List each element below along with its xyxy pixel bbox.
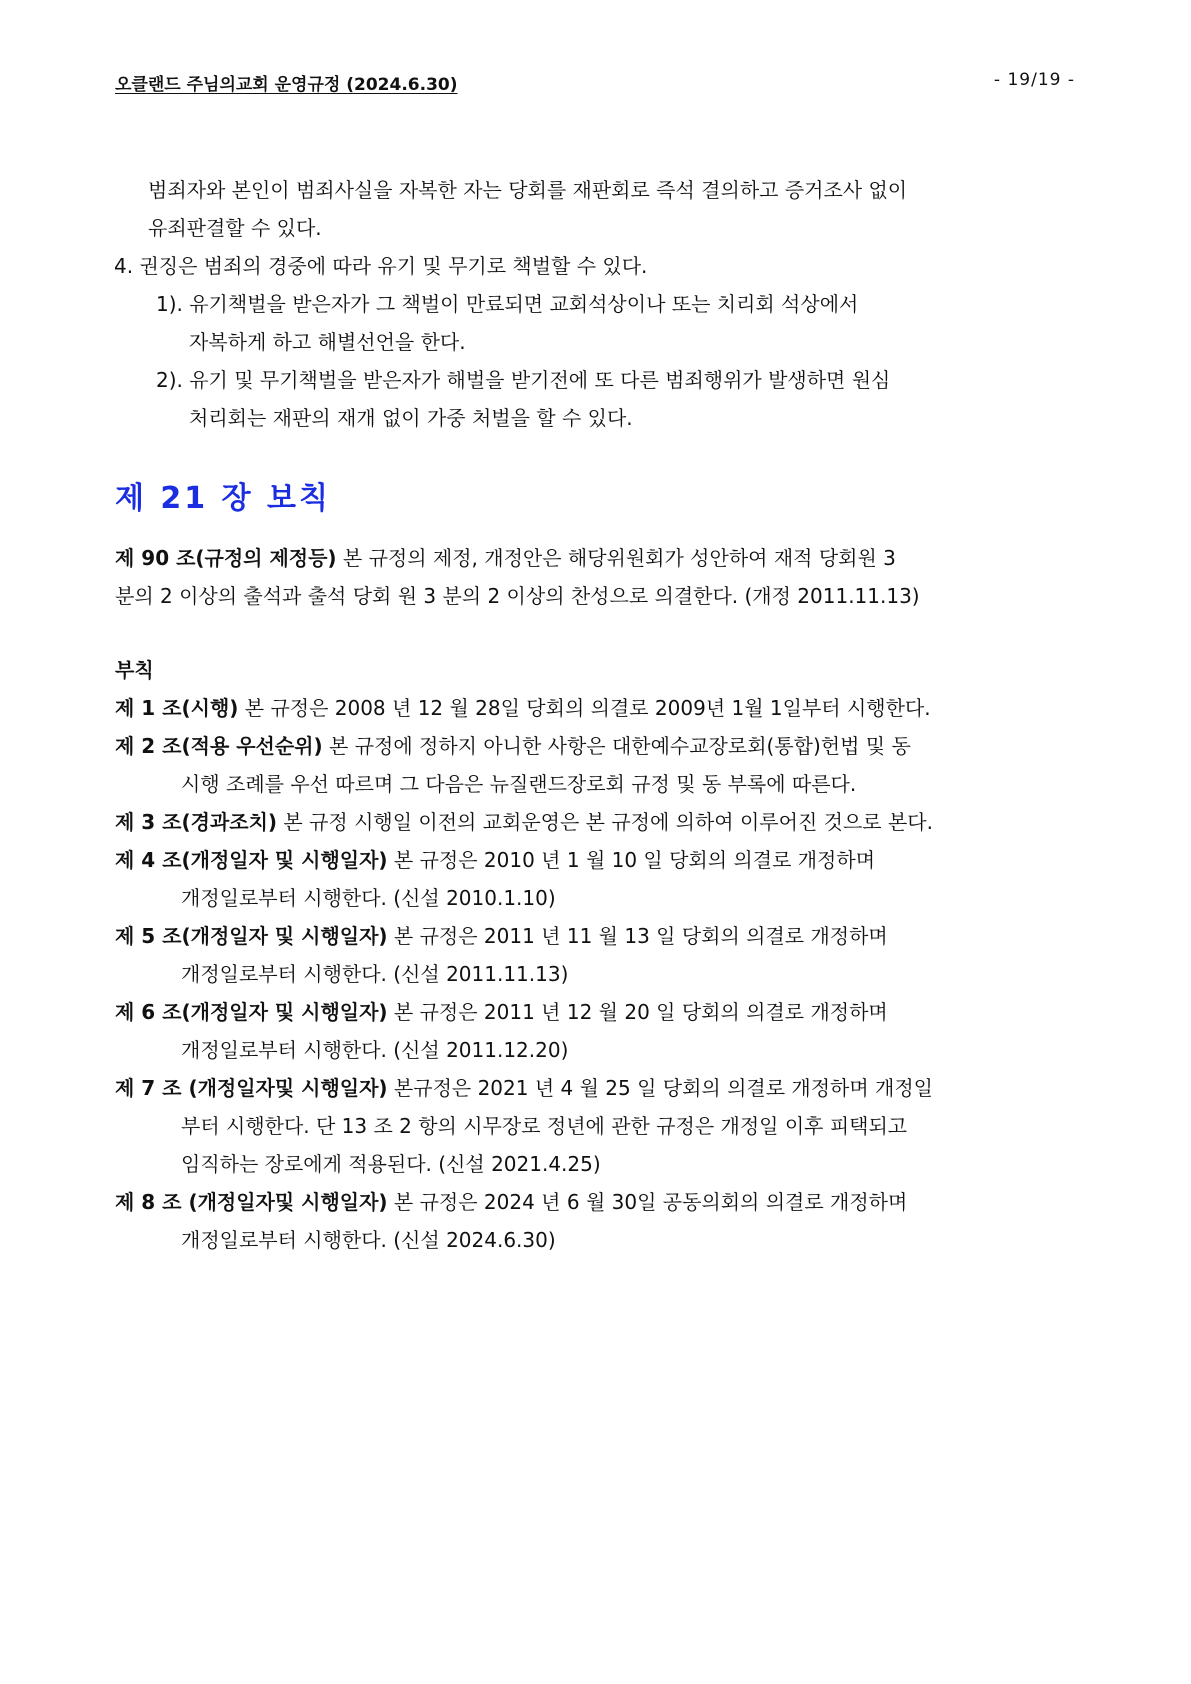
body-line: 시행 조례를 우선 따르며 그 다음은 뉴질랜드장로회 규정 및 동 부록에 따른다. <box>181 772 857 796</box>
article-text: 본 규정의 제정, 개정안은 해당위원회가 성안하여 재적 당회원 3 <box>336 546 896 570</box>
addenda-article-7 <box>115 1074 933 1102</box>
body-line: 범죄자와 본인이 범죄사실을 자복한 자는 당회를 재판회로 즉석 결의하고 증거조사 없이 <box>148 178 908 202</box>
addenda-article-3 <box>115 808 933 836</box>
chapter-heading: 제 21 장 보칙 <box>115 481 332 516</box>
body-line: 유죄판결할 수 있다. <box>148 216 322 240</box>
body-line: 2). 유기 및 무기책벌을 받은자가 해벌을 받기전에 또 다른 범죄행위가 발생하면 원심 <box>156 368 891 392</box>
article-label: 제 7 조 (개정일자및 시행일자) <box>115 1076 388 1100</box>
addenda-article-5 <box>115 922 888 950</box>
addenda-article-4 <box>115 846 875 874</box>
article-label: 제 1 조(시행) <box>115 696 239 720</box>
article-label: 제 90 조(규정의 제정등) <box>115 546 337 570</box>
body-line: 개정일로부터 시행한다. (신설 2011.12.20) <box>181 1038 569 1062</box>
article-label: 제 3 조(경과조치) <box>115 810 278 834</box>
article-text: 본 규정은 2024 년 6 월 30일 공동의회의 의결로 개정하며 <box>387 1190 908 1214</box>
body-line: 개정일로부터 시행한다. (신설 2011.11.13) <box>181 962 569 986</box>
addenda-article-8 <box>115 1188 907 1216</box>
addenda-article-1 <box>115 694 931 722</box>
article-label: 제 6 조(개정일자 및 시행일자) <box>115 1000 388 1024</box>
body-line: 개정일로부터 시행한다. (신설 2010.1.10) <box>181 886 556 910</box>
body-line: 1). 유기책벌을 받은자가 그 책벌이 만료되면 교회석상이나 또는 치리회 석상에서 <box>156 292 859 316</box>
article-text: 본 규정은 2010 년 1 월 10 일 당회의 의결로 개정하며 <box>387 848 876 872</box>
article-text: 본 규정은 2011 년 12 월 20 일 당회의 의결로 개정하며 <box>387 1000 888 1024</box>
body-line: 개정일로부터 시행한다. (신설 2024.6.30) <box>181 1228 556 1252</box>
article-label: 제 5 조(개정일자 및 시행일자) <box>115 924 388 948</box>
article-text: 본 규정은 2008 년 12 월 28일 당회의 의결로 2009년 1월 1일부터 시행한다. <box>238 696 931 720</box>
body-line: 4. 권징은 범죄의 경중에 따라 유기 및 무기로 책벌할 수 있다. <box>114 254 648 278</box>
document-title: 오클랜드 주님의교회 운영규정 (2024.6.30) <box>115 75 458 95</box>
article-label: 제 4 조(개정일자 및 시행일자) <box>115 848 388 872</box>
article-90 <box>115 544 896 572</box>
page-number: - 19/19 - <box>993 70 1075 90</box>
addenda-article-6 <box>115 998 888 1026</box>
article-label: 제 8 조 (개정일자및 시행일자) <box>115 1190 388 1214</box>
article-text: 본 규정은 2011 년 11 월 13 일 당회의 의결로 개정하며 <box>387 924 888 948</box>
article-text: 본규정은 2021 년 4 월 25 일 당회의 의결로 개정하며 개정일 <box>387 1076 933 1100</box>
body-line: 처리회는 재판의 재개 없이 가중 처벌을 할 수 있다. <box>189 406 633 430</box>
addenda-heading: 부칙 <box>115 658 154 682</box>
body-line: 임직하는 장로에게 적용된다. (신설 2021.4.25) <box>181 1152 601 1176</box>
body-line: 분의 2 이상의 출석과 출석 당회 원 3 분의 2 이상의 찬성으로 의결한다. (개정 2011.11.13) <box>115 584 920 608</box>
article-text: 본 규정에 정하지 아니한 사항은 대한예수교장로회(통합)헌법 및 동 <box>322 734 911 758</box>
addenda-article-2 <box>115 732 911 760</box>
article-label: 제 2 조(적용 우선순위) <box>115 734 323 758</box>
body-line: 자복하게 하고 해별선언을 한다. <box>189 330 466 354</box>
article-text: 본 규정 시행일 이전의 교회운영은 본 규정에 의하여 이루어진 것으로 본다. <box>277 810 933 834</box>
body-line: 부터 시행한다. 단 13 조 2 항의 시무장로 정년에 관한 규정은 개정일 이후 피택되고 <box>181 1114 908 1138</box>
page-header <box>115 68 1075 94</box>
